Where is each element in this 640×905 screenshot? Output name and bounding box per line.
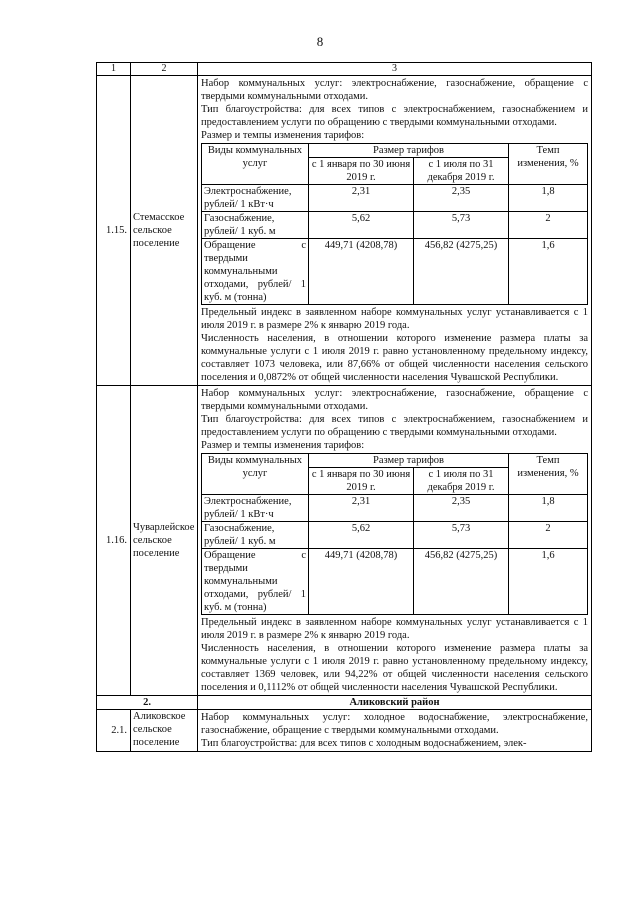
tariff-service: Газоснабжение, рублей/ 1 куб. м bbox=[202, 212, 309, 239]
settlement-name: Чуварлейское сельское поселение bbox=[131, 386, 198, 696]
table-row bbox=[97, 76, 592, 386]
limit-index-text: Предельный индекс в заявленном наборе коммунальных услуг устанавливается с 1 июля 2019 г. в размере 2% к январю 2019 года. bbox=[201, 307, 588, 331]
tariff-value-2: 2,35 bbox=[414, 495, 509, 522]
population-text: Численность населения, в отношении которого изменение размера платы за коммунальные услуги с 1 июля 2019 г. равно установленному предельному индексу, составляет 1073 человека, или 87,66% от общей численности населения сельского поселения и 0,0872% от общей численности населения Чувашской Республики. bbox=[201, 333, 588, 383]
improvement-type: Тип благоустройства: для всех типов с электроснабжением, газоснабжением и предоставлением услуги по обращению с твердыми коммунальными отходами. bbox=[201, 104, 588, 128]
settlement-details bbox=[198, 710, 592, 752]
section-number: 2. bbox=[97, 696, 198, 710]
tariff-header-size: Размер тарифов bbox=[309, 454, 509, 468]
improvement-type: Тип благоустройства: для всех типов с электроснабжением, газоснабжением и предоставлением услуги по обращению с твердыми коммунальными отходами. bbox=[201, 414, 588, 438]
tariff-header-kind: Виды коммунальных услуг bbox=[202, 144, 309, 185]
limit-index-text: Предельный индекс в заявленном наборе коммунальных услуг устанавливается с 1 июля 2019 г. в размере 2% к январю 2019 года. bbox=[201, 617, 588, 641]
tariff-header-kind: Виды коммунальных услуг bbox=[202, 454, 309, 495]
tariff-size-label: Размер и темпы изменения тарифов: bbox=[201, 440, 365, 451]
tariff-service: Обращение с твердыми коммунальными отходами, рублей/ 1 куб. м (тонна) bbox=[202, 549, 309, 615]
tariff-rate: 1,6 bbox=[509, 549, 588, 615]
row-number: 2.1. bbox=[97, 710, 131, 752]
tariff-row bbox=[202, 549, 588, 615]
tariff-rate: 2 bbox=[509, 522, 588, 549]
tariff-rate: 1,8 bbox=[509, 495, 588, 522]
section-title: Аликовский район bbox=[198, 696, 592, 710]
tariff-header-period1: с 1 января по 30 июня 2019 г. bbox=[309, 468, 414, 495]
tariff-size-label: Размер и темпы изменения тарифов: bbox=[201, 130, 365, 141]
tariff-document-table bbox=[96, 62, 592, 752]
tariff-value-1: 2,31 bbox=[309, 185, 414, 212]
population-text: Численность населения, в отношении которого изменение размера платы за коммунальные услуги с 1 июля 2019 г. равно установленному предельному индексу, составляет 1369 человек, или 94,22% от общей численности населения сельского поселения и 0,1112% от общей численности населения Чувашской Республики. bbox=[201, 643, 588, 693]
tariff-row bbox=[202, 522, 588, 549]
tariff-value-2: 5,73 bbox=[414, 212, 509, 239]
services-set: Набор коммунальных услуг: электроснабжение, газоснабжение, обращение с твердыми коммунальными отходами. bbox=[201, 78, 588, 102]
tariff-value-2: 5,73 bbox=[414, 522, 509, 549]
tariff-header-size: Размер тарифов bbox=[309, 144, 509, 158]
row-number: 1.15. bbox=[97, 76, 131, 386]
services-set: Набор коммунальных услуг: холодное водоснабжение, электроснабжение, газоснабжение, обращение с твердыми коммунальными отходами. bbox=[201, 712, 588, 736]
tariff-value-2: 2,35 bbox=[414, 185, 509, 212]
tariff-value-1: 5,62 bbox=[309, 522, 414, 549]
tariff-header-period2: с 1 июля по 31 декабря 2019 г. bbox=[414, 158, 509, 185]
tariff-service: Электроснабжение, рублей/ 1 кВт·ч bbox=[202, 185, 309, 212]
tariff-service: Обращение с твердыми коммунальными отходами, рублей/ 1 куб. м (тонна) bbox=[202, 239, 309, 305]
table-row bbox=[97, 710, 592, 752]
column-header-3: 3 bbox=[198, 63, 592, 76]
tariff-service: Газоснабжение, рублей/ 1 куб. м bbox=[202, 522, 309, 549]
column-header-1: 1 bbox=[97, 63, 131, 76]
tariff-value-2: 456,82 (4275,25) bbox=[414, 549, 509, 615]
tariff-table bbox=[201, 143, 588, 305]
settlement-name: Стемасское сельское поселение bbox=[131, 76, 198, 386]
settlement-name: Аликовское сельское поселение bbox=[131, 710, 198, 752]
column-header-2: 2 bbox=[131, 63, 198, 76]
tariff-rate: 1,6 bbox=[509, 239, 588, 305]
row-number: 1.16. bbox=[97, 386, 131, 696]
settlement-details bbox=[198, 386, 592, 696]
column-number-row bbox=[97, 63, 592, 76]
tariff-row bbox=[202, 239, 588, 305]
section-row bbox=[97, 696, 592, 710]
tariff-header-period1: с 1 января по 30 июня 2019 г. bbox=[309, 158, 414, 185]
tariff-header-period2: с 1 июля по 31 декабря 2019 г. bbox=[414, 468, 509, 495]
page-number: 8 bbox=[316, 34, 324, 49]
tariff-rate: 2 bbox=[509, 212, 588, 239]
tariff-header-rate: Темп изменения, % bbox=[509, 144, 588, 185]
tariff-header-rate: Темп изменения, % bbox=[509, 454, 588, 495]
improvement-type: Тип благоустройства: для всех типов с холодным водоснабжением, элек- bbox=[201, 738, 527, 749]
tariff-row bbox=[202, 185, 588, 212]
tariff-value-1: 449,71 (4208,78) bbox=[309, 239, 414, 305]
tariff-row bbox=[202, 495, 588, 522]
settlement-details bbox=[198, 76, 592, 386]
tariff-service: Электроснабжение, рублей/ 1 кВт·ч bbox=[202, 495, 309, 522]
tariff-value-1: 2,31 bbox=[309, 495, 414, 522]
tariff-row bbox=[202, 212, 588, 239]
tariff-table bbox=[201, 453, 588, 615]
tariff-rate: 1,8 bbox=[509, 185, 588, 212]
services-set: Набор коммунальных услуг: электроснабжение, газоснабжение, обращение с твердыми коммунальными отходами. bbox=[201, 388, 588, 412]
tariff-value-2: 456,82 (4275,25) bbox=[414, 239, 509, 305]
tariff-value-1: 5,62 bbox=[309, 212, 414, 239]
tariff-value-1: 449,71 (4208,78) bbox=[309, 549, 414, 615]
table-row bbox=[97, 386, 592, 696]
